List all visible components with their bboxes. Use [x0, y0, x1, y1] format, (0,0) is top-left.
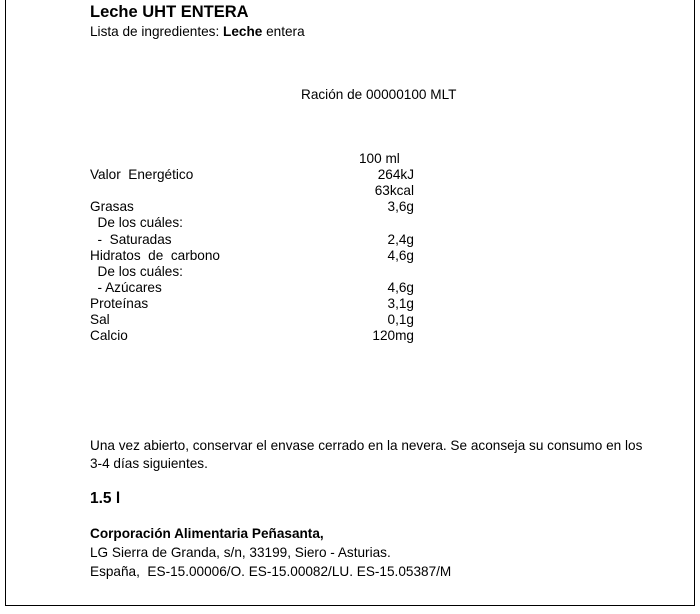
nutrition-row-value: 4,6g — [387, 280, 414, 295]
manufacturer-address: LG Sierra de Granda, s/n, 33199, Siero - Asturias. — [90, 545, 391, 560]
ingredients-line — [90, 24, 305, 40]
sanitary-registry: España, ES-15.00006/O. ES-15.00082/LU. ES-15.05387/M — [90, 564, 452, 579]
nutrition-row-label: De los cuáles: — [90, 264, 183, 279]
manufacturer-name: Corporación Alimentaria Peñasanta, — [90, 526, 324, 541]
nutrition-row-label: Hidratos de carbono — [90, 248, 220, 263]
storage-note: Una vez abierto, conservar el envase cerrado en la nevera. Se aconseja su consumo en los 3-4 días siguientes. — [90, 438, 643, 471]
ingredients-rest: entera — [262, 24, 305, 39]
net-volume: 1.5 l — [90, 490, 121, 507]
nutrition-row-label: Valor Energético — [90, 167, 194, 182]
nutrition-row-value: 0,1g — [387, 312, 414, 327]
product-label-sheet — [5, 0, 695, 606]
ingredients-main: Leche — [223, 24, 263, 39]
nutrition-row-value: 264kJ — [377, 167, 414, 182]
nutrition-row-label: De los cuáles: — [90, 215, 183, 230]
nutrition-row-label: - Saturadas — [90, 232, 172, 247]
nutrition-row-value: 120mg — [372, 328, 414, 343]
ingredients-label: Lista de ingredientes: — [90, 24, 224, 39]
nutrition-row-value: 63kcal — [374, 183, 414, 198]
product-title: Leche UHT ENTERA — [90, 3, 249, 21]
nutrition-row-label: Sal — [90, 312, 110, 327]
nutrition-row-value: 3,1g — [387, 296, 414, 311]
nutrition-row-value: 4,6g — [387, 248, 414, 263]
nutrition-row-value: 3,6g — [387, 199, 414, 214]
serving-size: Ración de 00000100 MLT — [301, 87, 457, 102]
nutrition-row-label: Proteínas — [90, 296, 149, 311]
nutrition-column-header: 100 ml — [359, 151, 400, 166]
nutrition-row-label: Grasas — [90, 199, 134, 214]
nutrition-row-label: - Azúcares — [90, 280, 162, 295]
nutrition-row-label: Calcio — [90, 328, 128, 343]
nutrition-row-value: 2,4g — [387, 232, 414, 247]
